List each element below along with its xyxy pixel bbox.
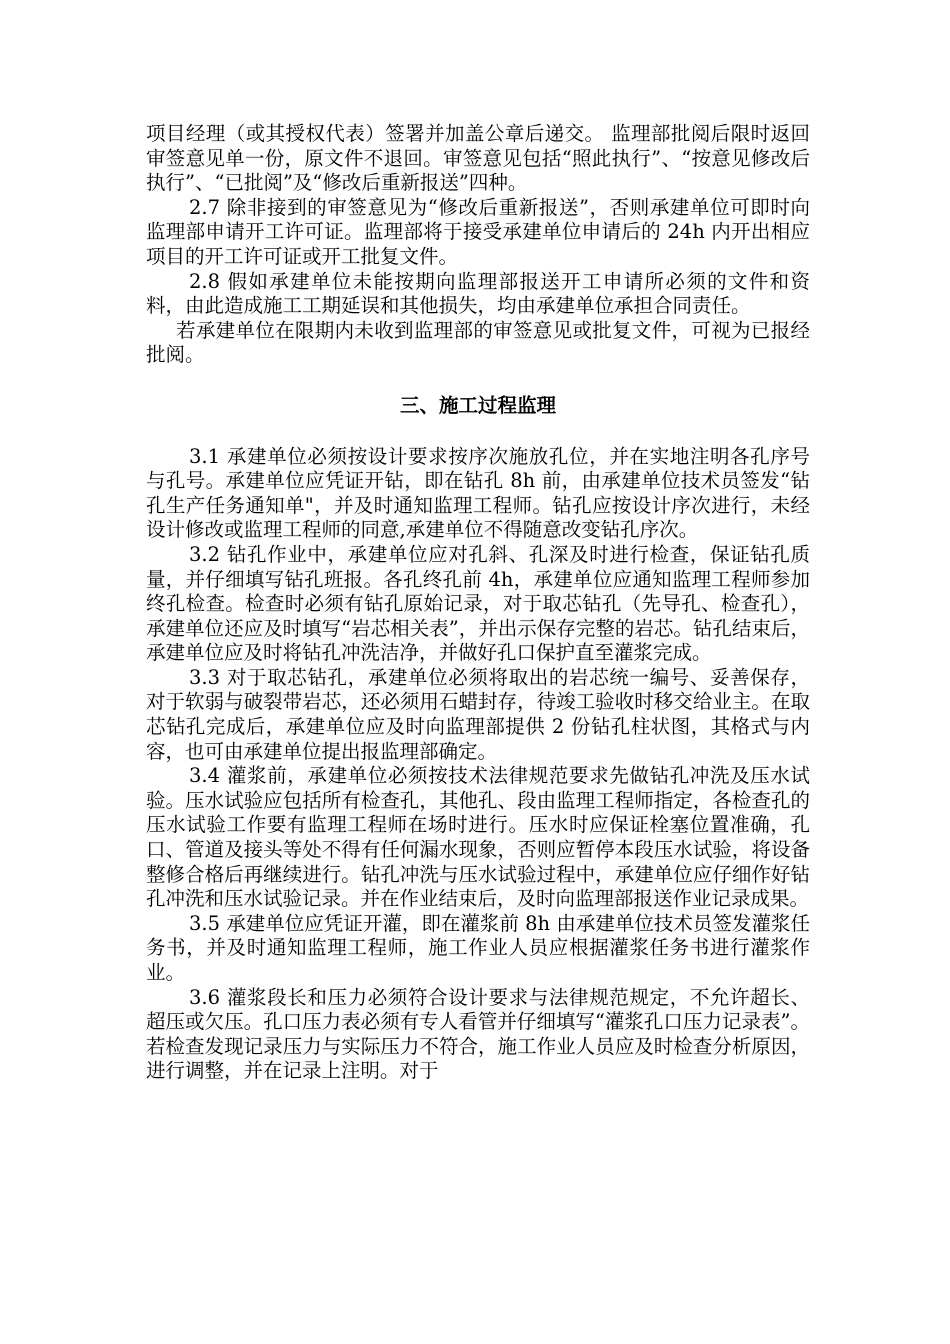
paragraph-3-3: 3.3 对于取芯钻孔，承建单位必须将取出的岩芯统一编号、妥善保存，对于软弱与破裂带岩芯，还必须用石蜡封存，待竣工验收时移交给业主。在取芯钻孔完成后，承建单位应及时向监理部提供 2 份钻孔柱状图，其格式与内容，也可由承建单位提出报监理部确定。	[146, 665, 810, 763]
document-page	[146, 122, 810, 1084]
paragraph-3-1: 3.1 承建单位必须按设计要求按序次施放孔位，并在实地注明各孔序号与孔号。承建单位应凭证开钻，即在钻孔 8h 前，由承建单位技术员签发“钻孔生产任务通知单"，并及时通知监理工程师。钻孔应按设计序次进行，未经设计修改或监理工程师的同意,承建单位不得随意改变钻孔序次。	[146, 444, 810, 542]
paragraph-2-8: 2.8 假如承建单位未能按期向监理部报送开工申请所必须的文件和资料，由此造成施工工期延误和其他损失，均由承建单位承担合同责任。	[146, 269, 810, 318]
paragraph-3-5: 3.5 承建单位应凭证开灌，即在灌浆前 8h 由承建单位技术员签发灌浆任务书，并及时通知监理工程师，施工作业人员应根据灌浆任务书进行灌浆作业。	[146, 911, 810, 984]
paragraph-approval-continuation: 项目经理（或其授权代表）签署并加盖公章后递交。 监理部批阅后限时返回审签意见单一份，原文件不退回。审签意见包括“照此执行”、“按意见修改后执行”、“已批阅”及“修改后重新报送”四种。	[146, 122, 810, 195]
paragraph-3-6: 3.6 灌浆段长和压力必须符合设计要求与法律规范规定，不允许超长、超压或欠压。孔口压力表必须有专人看管并仔细填写“灌浆孔口压力记录表”。若检查发现记录压力与实际压力不符合，施工作业人员应及时检查分析原因，进行调整，并在记录上注明。对于	[146, 985, 810, 1083]
paragraph-deemed-approved: 若承建单位在限期内未收到监理部的审签意见或批复文件，可视为已报经批阅。	[146, 318, 810, 367]
section-heading: 三、施工过程监理	[399, 393, 556, 417]
paragraph-3-4: 3.4 灌浆前，承建单位必须按技术法律规范要求先做钻孔冲洗及压水试验。压水试验应包括所有检查孔，其他孔、段由监理工程师指定，各检查孔的压水试验工作要有监理工程师在场时进行。压水时应保证栓塞位置准确，孔口、管道及接头等处不得有任何漏水现象，否则应暂停本段压水试验，将设备整修合格后再继续进行。钻孔冲洗与压水试验过程中，承建单位应仔细作好钻孔冲洗和压水试验记录。并在作业结束后，及时向监理部报送作业记录成果。	[146, 764, 810, 911]
paragraph-2-7: 2.7 除非接到的审签意见为“修改后重新报送”，否则承建单位可即时向监理部申请开工许可证。监理部将于接受承建单位申请后的 24h 内开出相应项目的开工许可证或开工批复文件。	[146, 195, 810, 268]
paragraph-3-2: 3.2 钻孔作业中，承建单位应对孔斜、孔深及时进行检查，保证钻孔质量，并仔细填写钻孔班报。各孔终孔前 4h，承建单位应通知监理工程师参加终孔检查。检查时必须有钻孔原始记录，对于取芯钻孔（先导孔、检查孔），承建单位还应及时填写“岩芯相关表”，并出示保存完整的岩芯。钻孔结束后，承建单位应及时将钻孔冲洗洁净，并做好孔口保护直至灌浆完成。	[146, 542, 810, 665]
